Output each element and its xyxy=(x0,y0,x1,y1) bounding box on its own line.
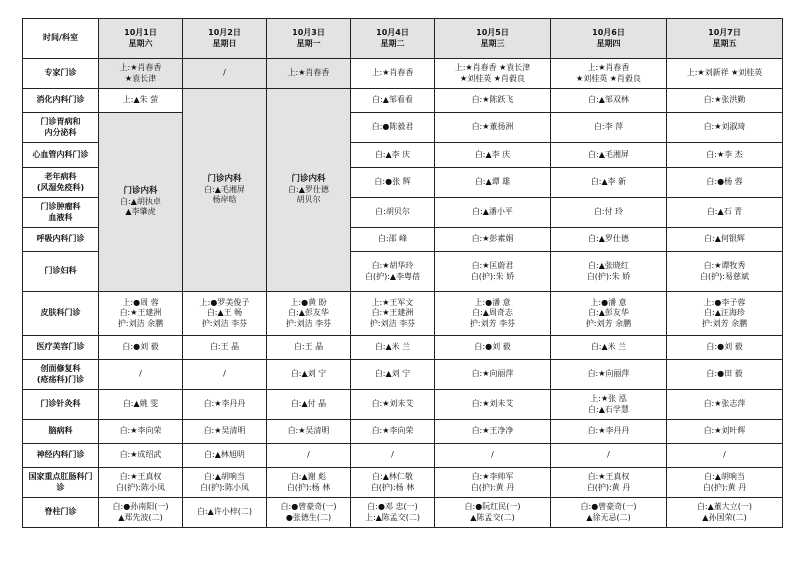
schedule-cell xyxy=(435,498,551,528)
shift-entry: / xyxy=(223,68,226,78)
shift-entry: 白:★李帅军 xyxy=(471,472,514,481)
shift-entry: 白(护):朱 娇 xyxy=(586,271,631,281)
shift-entry: 白:★刘未艾 xyxy=(371,399,414,409)
day-header: 10月7日 星期五 xyxy=(667,19,783,59)
shift-entry: 白:★匡蔚君 xyxy=(471,261,514,270)
schedule-cell xyxy=(667,444,783,468)
merged-internal-medicine: 门诊内科 白:▲胡执卓 ▲李肇虎 xyxy=(99,113,183,292)
schedule-cell xyxy=(99,468,183,498)
shift-entry: 白:★张志萍 xyxy=(703,399,746,409)
schedule-cell xyxy=(99,336,183,360)
shift-entry: 白:▲邹双林 xyxy=(588,95,629,105)
schedule-cell xyxy=(435,420,551,444)
schedule-cell xyxy=(351,143,435,168)
shift-entry: 白(护):黄 丹 xyxy=(470,482,515,492)
shift-entry: 上:●潘 意 xyxy=(474,297,511,307)
day-header: 10月6日 星期四 xyxy=(551,19,667,59)
schedule-cell xyxy=(99,390,183,420)
shift-entry: ●张德生(二) xyxy=(285,512,332,522)
schedule-cell xyxy=(667,89,783,113)
shift-entry: 白(护):陈小凤 xyxy=(116,482,165,492)
shift-entry: 上:★王军文 xyxy=(371,297,414,307)
dept-label: 消化内科门诊 xyxy=(23,89,99,113)
shift-entry: 白:▲姚 雯 xyxy=(122,399,159,409)
schedule-cell xyxy=(551,228,667,252)
schedule-cell xyxy=(435,113,551,143)
shift-entry: 白:▲汪海珍 xyxy=(704,308,745,318)
shift-entry: 白(护):黄 丹 xyxy=(702,482,747,492)
shift-entry: 白:▲林仁敬 xyxy=(372,472,413,481)
shift-entry: 白:▲董大立(一) xyxy=(696,502,753,511)
schedule-cell xyxy=(99,360,183,390)
shift-entry: 白:★陈跃飞 xyxy=(471,95,514,105)
shift-entry: 白:★刘未艾 xyxy=(471,399,514,409)
dept-label: 门诊妇科 xyxy=(23,252,99,292)
schedule-cell xyxy=(351,252,435,292)
shift-entry: 白:★向丽萍 xyxy=(471,369,514,379)
shift-entry: 白:▲何银辉 xyxy=(704,234,745,244)
shift-entry: 白:▲胡响当 xyxy=(204,472,245,481)
shift-entry: 白:●曾豪奇(一) xyxy=(280,502,337,511)
schedule-cell xyxy=(435,89,551,113)
shift-entry: 白:●阮红民(一) xyxy=(464,502,521,511)
shift-entry: 白:●陈毅君 xyxy=(371,122,414,132)
schedule-cell xyxy=(551,59,667,89)
shift-entry: 白:●邓 忠(一) xyxy=(367,502,418,511)
dept-label: 皮肤科门诊 xyxy=(23,292,99,336)
schedule-cell xyxy=(667,143,783,168)
row-encephalopathy xyxy=(23,420,783,444)
shift-entry: 白(护):▲李粤蓓 xyxy=(364,271,421,281)
shift-entry: 上:★肖春香 xyxy=(587,63,630,72)
dept-label: 脑病科 xyxy=(23,420,99,444)
shift-entry: ★刘桂英 ★肖毅良 xyxy=(460,73,525,83)
schedule-cell xyxy=(435,390,551,420)
shift-entry: 上:●潘 意 xyxy=(590,297,627,307)
schedule-cell xyxy=(351,198,435,228)
schedule-cell xyxy=(99,59,183,89)
day-header: 10月5日 星期三 xyxy=(435,19,551,59)
shift-entry: 白(护):陈小凤 xyxy=(200,482,249,492)
shift-entry: 白:邵 峰 xyxy=(377,234,408,244)
shift-entry: 上:★肖春香 xyxy=(287,68,330,78)
shift-entry: 白:▲张晓红 xyxy=(588,261,629,270)
day-header: 10月3日 星期一 xyxy=(267,19,351,59)
schedule-cell xyxy=(267,292,351,336)
schedule-cell xyxy=(183,468,267,498)
shift-entry: 白:●张 辉 xyxy=(374,177,411,187)
shift-entry: 护:刘洁 李芬 xyxy=(285,318,332,328)
schedule-cell xyxy=(551,198,667,228)
schedule-cell xyxy=(551,168,667,198)
shift-entry: 白:▲刘 宁 xyxy=(374,369,411,379)
schedule-cell xyxy=(351,498,435,528)
shift-entry: 白:★谭牧秀 xyxy=(703,261,746,270)
schedule-cell xyxy=(267,444,351,468)
schedule-cell xyxy=(351,420,435,444)
shift-entry: 白:★李向荣 xyxy=(371,426,414,436)
schedule-cell xyxy=(435,444,551,468)
shift-entry: 上:★肖春香 xyxy=(371,68,414,78)
schedule-cell xyxy=(351,113,435,143)
schedule-cell xyxy=(551,143,667,168)
shift-entry: 白:▲周奇志 xyxy=(472,308,513,318)
header-row xyxy=(23,19,783,59)
row-neuro xyxy=(23,444,783,468)
shift-entry: / xyxy=(723,450,726,460)
schedule-cell xyxy=(551,360,667,390)
schedule-table xyxy=(22,18,783,528)
schedule-cell xyxy=(99,292,183,336)
shift-entry: ★袁长津 xyxy=(124,73,157,83)
shift-entry: ▲徐无忌(二) xyxy=(586,512,631,522)
dept-label: 门诊针灸科 xyxy=(23,390,99,420)
schedule-cell xyxy=(435,360,551,390)
schedule-cell xyxy=(351,89,435,113)
schedule-cell xyxy=(435,198,551,228)
schedule-cell xyxy=(667,292,783,336)
shift-entry: 白:王 晶 xyxy=(209,342,240,352)
day-header: 10月2日 星期日 xyxy=(183,19,267,59)
shift-entry: 白:▲谢 彪 xyxy=(290,472,327,481)
schedule-cell xyxy=(351,228,435,252)
schedule-cell xyxy=(351,360,435,390)
schedule-cell xyxy=(267,59,351,89)
schedule-cell xyxy=(435,143,551,168)
shift-entry: 白:▲李 庆 xyxy=(474,149,511,159)
schedule-cell xyxy=(99,444,183,468)
shift-entry: 白:▲李 庆 xyxy=(374,149,411,159)
shift-entry: 白:★成绍武 xyxy=(119,450,162,460)
schedule-cell xyxy=(183,420,267,444)
dept-label: 创面修复科 (疮疡科)门诊 xyxy=(23,360,99,390)
shift-entry: 白:▲许小梓(二) xyxy=(196,507,253,517)
shift-entry: 白:★刘淑琦 xyxy=(703,122,746,132)
shift-entry: 白:★李丹丹 xyxy=(587,426,630,436)
row-stomach xyxy=(23,113,783,143)
shift-entry: 白:●杨 蓉 xyxy=(706,177,743,187)
shift-entry: 白:★李向荣 xyxy=(119,426,162,436)
shift-entry: / xyxy=(307,450,310,460)
dept-label: 专家门诊 xyxy=(23,59,99,89)
schedule-cell xyxy=(183,390,267,420)
row-wound xyxy=(23,360,783,390)
schedule-cell xyxy=(435,59,551,89)
schedule-cell xyxy=(551,113,667,143)
schedule-cell xyxy=(351,292,435,336)
schedule-cell xyxy=(551,336,667,360)
schedule-cell xyxy=(99,89,183,113)
schedule-cell xyxy=(267,360,351,390)
shift-entry: 上:★肖春香 ★袁长津 xyxy=(454,63,531,72)
schedule-cell xyxy=(435,168,551,198)
shift-entry: 白:▲石学慧 xyxy=(588,404,629,414)
row-key xyxy=(23,468,783,498)
shift-entry: ▲陈孟交(二) xyxy=(470,512,515,522)
shift-entry: 白:★王建洲 xyxy=(119,308,162,318)
day-header: 10月1日 星期六 xyxy=(99,19,183,59)
shift-entry: 白:●孙南阳(一) xyxy=(112,502,169,511)
shift-entry: ▲孙国荣(二) xyxy=(702,512,747,522)
dept-label: 呼吸内科门诊 xyxy=(23,228,99,252)
shift-entry: 白(护):黄 丹 xyxy=(586,482,631,492)
shift-entry: 上:★刘新祥 ★刘桂英 xyxy=(686,68,763,78)
row-acupuncture xyxy=(23,390,783,420)
schedule-cell xyxy=(667,252,783,292)
schedule-cell xyxy=(551,252,667,292)
shift-entry: 白:★李丹丹 xyxy=(203,399,246,409)
shift-entry: 白:▲彭友华 xyxy=(588,308,629,318)
shift-entry: 白:●刘 毅 xyxy=(122,342,159,352)
schedule-cell xyxy=(351,444,435,468)
shift-entry: 白:★胡华玲 xyxy=(371,261,414,270)
shift-entry: / xyxy=(391,450,394,460)
shift-entry: 白:●曾豪奇(一) xyxy=(580,502,637,511)
schedule-cell xyxy=(351,59,435,89)
shift-entry: 上:▲朱 萤 xyxy=(122,95,159,105)
shift-entry: 白:●田 毅 xyxy=(706,369,743,379)
schedule-cell xyxy=(183,292,267,336)
shift-entry: 白:▲王 畅 xyxy=(206,308,243,318)
schedule-cell xyxy=(667,168,783,198)
shift-entry: 白:★吴清明 xyxy=(287,426,330,436)
schedule-cell xyxy=(435,292,551,336)
dept-label: 门诊肿瘤科 血液科 xyxy=(23,198,99,228)
schedule-cell xyxy=(551,390,667,420)
schedule-cell xyxy=(551,444,667,468)
shift-entry: 白:▲毛湘屏 xyxy=(588,149,629,159)
schedule-cell xyxy=(267,498,351,528)
schedule-cell xyxy=(551,292,667,336)
schedule-cell xyxy=(667,228,783,252)
row-cosmetic xyxy=(23,336,783,360)
shift-entry: 护:刘芳 余鹏 xyxy=(585,318,632,328)
schedule-cell xyxy=(435,252,551,292)
schedule-cell xyxy=(667,390,783,420)
schedule-cell xyxy=(99,498,183,528)
schedule-cell xyxy=(551,468,667,498)
shift-entry: 上:●黄 盼 xyxy=(290,297,327,307)
schedule-cell xyxy=(99,420,183,444)
schedule-cell xyxy=(183,498,267,528)
shift-entry: 白:★王真权 xyxy=(587,472,630,481)
shift-entry: 上:★肖春香 xyxy=(119,63,162,72)
shift-entry: ▲郑先波(二) xyxy=(118,512,163,522)
schedule-cell xyxy=(267,420,351,444)
shift-entry: 白:▲谭 雄 xyxy=(474,177,511,187)
shift-entry: 白:▲付 晶 xyxy=(290,399,327,409)
shift-entry: 上:●李子蓉 xyxy=(703,297,746,307)
shift-entry: 白:●刘 毅 xyxy=(474,342,511,352)
shift-entry: 护:刘芳 李芬 xyxy=(469,318,516,328)
schedule-cell xyxy=(667,498,783,528)
shift-entry: 白:▲胡响当 xyxy=(704,472,745,481)
schedule-cell xyxy=(435,336,551,360)
shift-entry: 白:★彭素娟 xyxy=(471,234,514,244)
shift-entry: / xyxy=(223,369,226,379)
shift-entry: 白(护):朱 娇 xyxy=(470,271,515,281)
merged-internal-medicine: 门诊内科 白:▲罗仕德 胡贝尔 xyxy=(267,89,351,292)
schedule-cell xyxy=(435,228,551,252)
schedule-cell xyxy=(183,360,267,390)
schedule-cell xyxy=(351,168,435,198)
shift-entry: 白:付 玲 xyxy=(593,207,624,217)
schedule-cell xyxy=(667,336,783,360)
shift-entry: 白:★王真权 xyxy=(119,472,162,481)
row-expert xyxy=(23,59,783,89)
dept-label: 老年病科 (风湿免疫科) xyxy=(23,168,99,198)
shift-entry: 白:▲李 新 xyxy=(590,177,627,187)
schedule-cell xyxy=(183,336,267,360)
schedule-cell xyxy=(667,113,783,143)
shift-entry: 护:刘洁 李芬 xyxy=(369,318,416,328)
corner-header: 时间/科室 xyxy=(23,19,99,59)
shift-entry: 白:●刘 毅 xyxy=(706,342,743,352)
schedule-cell xyxy=(435,468,551,498)
shift-entry: 上:★张 泓 xyxy=(590,394,627,403)
shift-entry: 白:★向丽萍 xyxy=(587,369,630,379)
shift-entry: 上:●周 蓉 xyxy=(122,297,159,307)
shift-entry: 白:▲米 兰 xyxy=(590,342,627,352)
shift-entry: 白:胡贝尔 xyxy=(375,207,410,217)
shift-entry: 白:王 晶 xyxy=(293,342,324,352)
row-digestive xyxy=(23,89,783,113)
shift-entry: 白:★吴清明 xyxy=(203,426,246,436)
shift-entry: 上:▲陈孟交(二) xyxy=(364,512,421,522)
shift-entry: 护:刘洁 余鹏 xyxy=(117,318,164,328)
shift-entry: 护:刘芳 余鹏 xyxy=(701,318,748,328)
schedule-cell xyxy=(183,444,267,468)
schedule-cell xyxy=(551,89,667,113)
shift-entry: / xyxy=(491,450,494,460)
merged-internal-medicine: 门诊内科 白:▲毛湘屏 杨岸晗 xyxy=(183,89,267,292)
shift-entry: 白:▲林旭明 xyxy=(204,450,245,460)
schedule-cell xyxy=(351,336,435,360)
schedule-cell xyxy=(183,59,267,89)
schedule-cell xyxy=(267,468,351,498)
dept-label: 脊柱门诊 xyxy=(23,498,99,528)
shift-entry: 白:★刘叶辉 xyxy=(703,426,746,436)
shift-entry: 白:▲潘小平 xyxy=(472,207,513,217)
shift-entry: 白(护):杨 林 xyxy=(286,482,331,492)
schedule-cell xyxy=(667,468,783,498)
schedule-cell xyxy=(267,390,351,420)
dept-label: 医疗美容门诊 xyxy=(23,336,99,360)
shift-entry: / xyxy=(139,369,142,379)
dept-label: 心血管内科门诊 xyxy=(23,143,99,168)
shift-entry: 白:▲罗仕德 xyxy=(588,234,629,244)
schedule-cell xyxy=(351,390,435,420)
dept-label: 神经内科门诊 xyxy=(23,444,99,468)
shift-entry: 白:★王建洲 xyxy=(371,308,414,318)
schedule-cell xyxy=(667,360,783,390)
shift-entry: 白:▲石 青 xyxy=(706,207,743,217)
schedule-cell xyxy=(551,420,667,444)
shift-entry: 上:●罗美俊子 xyxy=(199,297,250,307)
shift-entry: 白:▲刘 宁 xyxy=(290,369,327,379)
shift-entry: 护:刘洁 李芬 xyxy=(201,318,248,328)
schedule-cell xyxy=(351,468,435,498)
shift-entry: 白:★王净净 xyxy=(471,426,514,436)
shift-entry: 白:▲米 兰 xyxy=(374,342,411,352)
row-spine xyxy=(23,498,783,528)
shift-entry: 白:★张洪勤 xyxy=(703,95,746,105)
shift-entry: 白(护):易慈斌 xyxy=(700,271,749,281)
shift-entry: 白(护):杨 林 xyxy=(370,482,415,492)
shift-entry: 白:▲彭友华 xyxy=(288,308,329,318)
shift-entry: / xyxy=(607,450,610,460)
schedule-cell xyxy=(667,198,783,228)
schedule-cell xyxy=(667,420,783,444)
shift-entry: 白:▲邹看看 xyxy=(372,95,413,105)
shift-entry: 白:★李 杰 xyxy=(706,149,743,159)
shift-entry: 白:★董扬洲 xyxy=(471,122,514,132)
dept-label: 国家重点肛肠科门 诊 xyxy=(23,468,99,498)
shift-entry: ★刘桂英 ★肖毅良 xyxy=(576,73,641,83)
dept-label: 门诊胃病和 内分泌科 xyxy=(23,113,99,143)
row-derm xyxy=(23,292,783,336)
schedule-cell xyxy=(267,336,351,360)
shift-entry: 白:李 萍 xyxy=(593,122,624,132)
schedule-cell xyxy=(667,59,783,89)
day-header: 10月4日 星期二 xyxy=(351,19,435,59)
schedule-cell xyxy=(551,498,667,528)
